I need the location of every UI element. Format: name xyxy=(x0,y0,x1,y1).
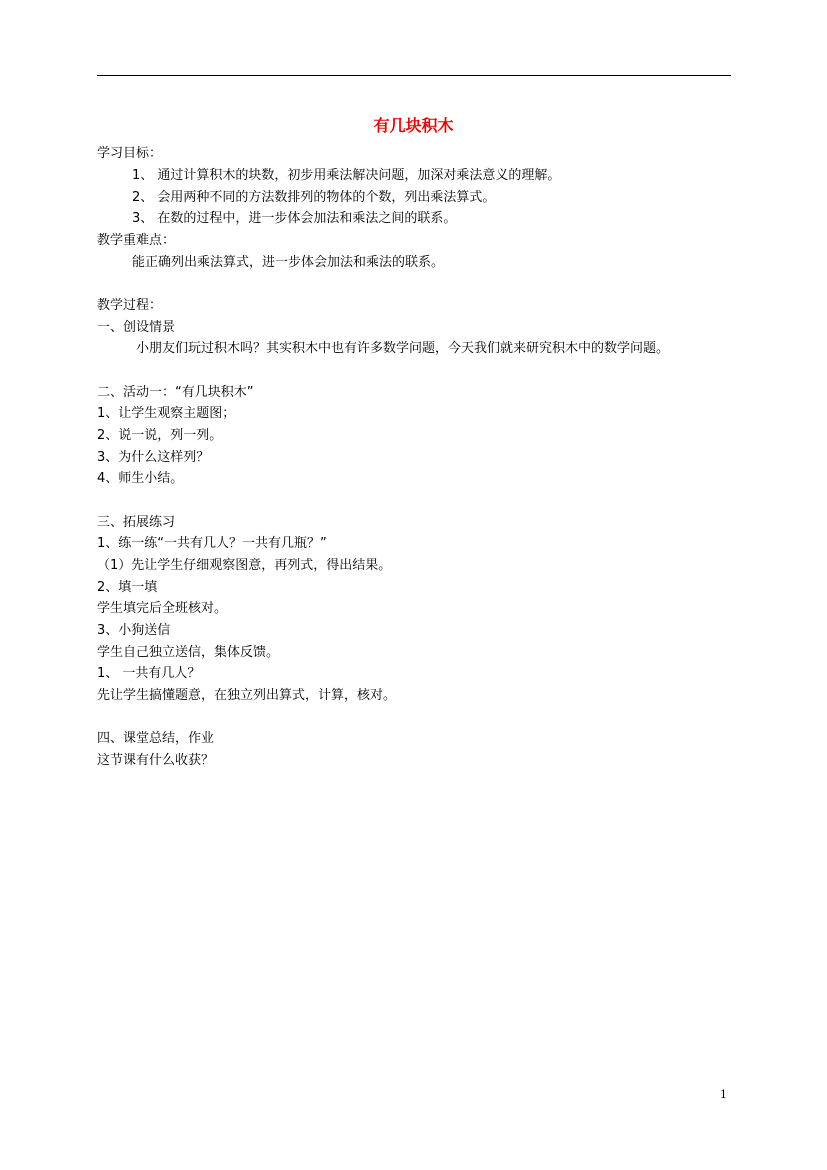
text-line: 1、让学生观察主题图； xyxy=(97,406,236,421)
text-line: 1、 通过计算积木的块数，初步用乘法解决问题，加深对乘法意义的理解。 xyxy=(132,168,561,183)
text-line: 先让学生搞懂题意，在独立列出算式，计算，核对。 xyxy=(97,688,397,703)
header-rule xyxy=(97,75,731,76)
text-line: （1）先让学生仔细观察图意，再列式，得出结果。 xyxy=(97,558,392,573)
text-line: 3、小狗送信 xyxy=(97,623,171,638)
text-line: 能正确列出乘法算式，进一步体会加法和乘法的联系。 xyxy=(132,255,445,270)
text-line: 学习目标： xyxy=(97,146,163,161)
page-number: 1 xyxy=(720,1088,727,1101)
text-line: 学生自己独立送信，集体反馈。 xyxy=(97,645,280,660)
text-line: 学生填完后全班核对。 xyxy=(97,601,228,616)
text-line: 3、为什么这样列？ xyxy=(97,450,210,465)
text-line: 一、创设情景 xyxy=(97,320,176,335)
text-line: 小朋友们玩过积木吗？其实积木中也有许多数学问题，今天我们就来研究积木中的数学问题。 xyxy=(136,341,670,356)
document-title: 有几块积木 xyxy=(373,116,454,135)
text-line: 教学过程： xyxy=(97,298,163,313)
text-line: 四、课堂总结，作业 xyxy=(97,731,215,746)
text-line: 3、 在数的过程中，进一步体会加法和乘法之间的联系。 xyxy=(132,211,457,226)
text-line: 教学重难点： xyxy=(97,233,176,248)
text-line: 三、拓展练习 xyxy=(97,515,176,530)
text-line: 1、练一练“一共有几人？一共有几瓶？” xyxy=(97,536,327,551)
text-line: 1、 一共有几人？ xyxy=(97,666,201,681)
text-line: 2、 会用两种不同的方法数排列的物体的个数，列出乘法算式。 xyxy=(132,190,496,205)
text-line: 2、填一填 xyxy=(97,580,158,595)
text-line: 二、活动一：“有几块积木” xyxy=(97,385,254,400)
text-line: 4、师生小结。 xyxy=(97,471,184,486)
text-line: 这节课有什么收获？ xyxy=(97,753,215,768)
text-line: 2、说一说，列一列。 xyxy=(97,428,223,443)
